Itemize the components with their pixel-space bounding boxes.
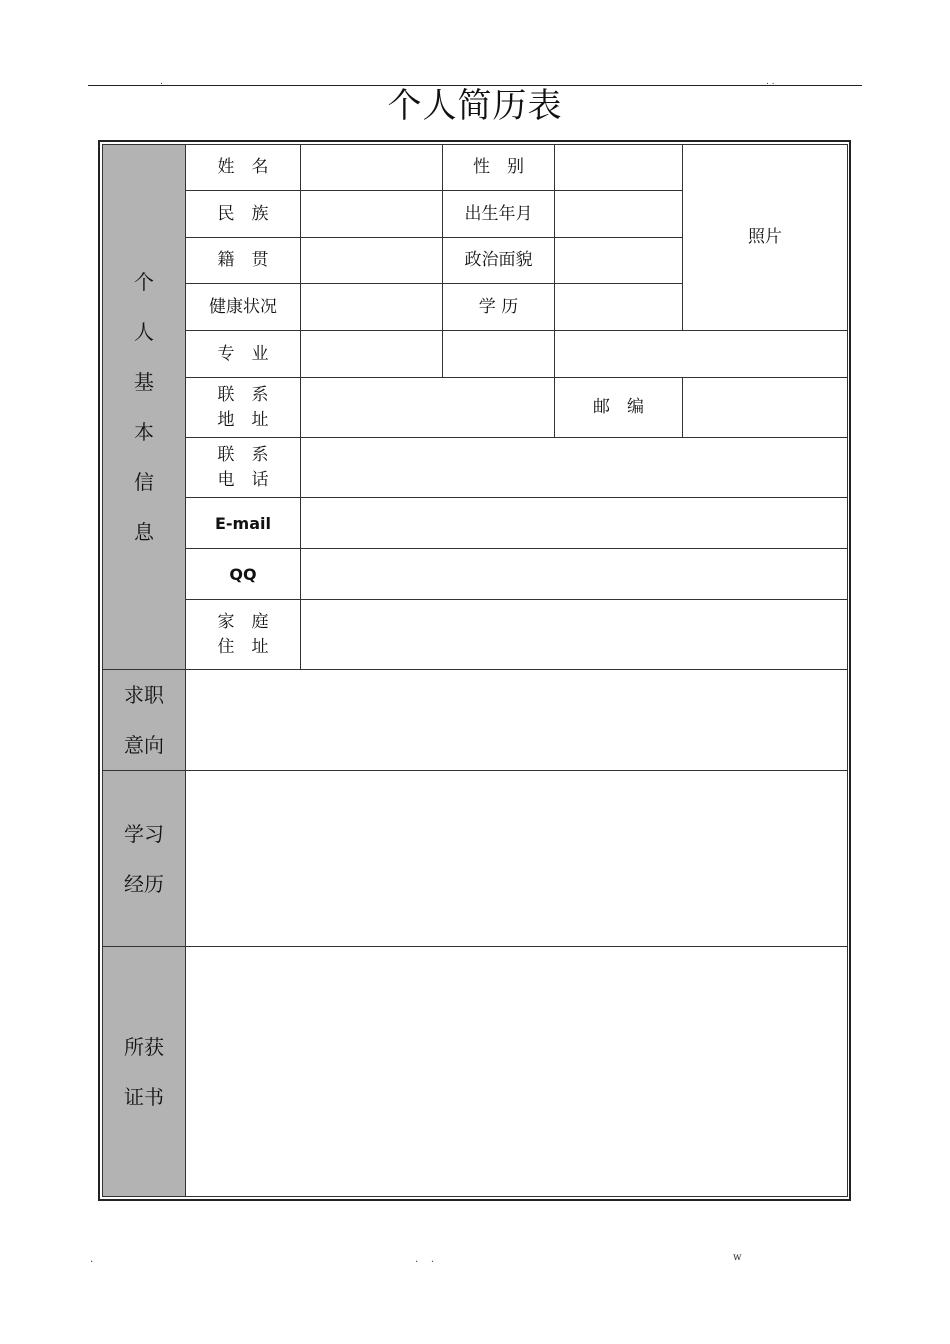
label-name-text: 姓 名 (217, 157, 269, 177)
label-home-address-line: 家 庭 (217, 611, 269, 632)
input-political[interactable] (554, 237, 683, 284)
label-contact-phone-line: 电 话 (217, 469, 269, 490)
input-birth[interactable] (554, 190, 683, 238)
label-major-text: 专 业 (217, 343, 269, 364)
photo-label: 照片 (748, 227, 782, 247)
section-basic-info-char: 息 (134, 520, 154, 544)
section-basic-info-char: 信 (134, 470, 154, 494)
label-email (185, 497, 301, 549)
label-health-text: 健康状况 (209, 296, 277, 317)
page-title: 个人简历表 (387, 86, 563, 126)
label-gender-text: 性 别 (473, 157, 524, 177)
label-qq (185, 548, 301, 600)
label-postcode-text: 邮 编 (593, 397, 644, 417)
photo-box[interactable] (682, 144, 848, 331)
input-gender[interactable] (554, 144, 683, 191)
label-health (185, 283, 301, 331)
input-postcode[interactable] (682, 377, 848, 438)
label-contact-phone (185, 437, 301, 498)
section-certificates-line: 所获 (124, 1034, 164, 1059)
label-contact-address (185, 377, 301, 438)
resume-table (102, 144, 848, 1197)
section-job-intention-line: 意向 (124, 733, 164, 757)
label-political-text: 政治面貌 (464, 250, 533, 270)
section-education (102, 770, 186, 947)
input-health[interactable] (300, 283, 443, 331)
input-native-place[interactable] (300, 237, 443, 284)
label-ethnicity-text: 民 族 (217, 203, 269, 224)
section-education-line: 学习 (124, 821, 164, 846)
section-basic-info-char: 个 (134, 270, 154, 294)
label-ethnicity (185, 190, 301, 238)
footer-mark-left: . (90, 1254, 94, 1265)
input-major[interactable] (300, 330, 443, 378)
input-home-address[interactable] (300, 599, 848, 670)
input-education[interactable] (185, 770, 848, 947)
label-political (442, 237, 555, 284)
header-mark-left: . (160, 77, 163, 87)
section-certificates (102, 946, 186, 1197)
section-basic-info-char: 本 (134, 420, 154, 444)
label-email-text: E-mail (214, 513, 271, 533)
label-birth-text: 出生年月 (464, 203, 533, 224)
label-native-place (185, 237, 301, 284)
section-basic-info-char: 人 (134, 320, 154, 344)
footer-mark-right: w (733, 1252, 742, 1263)
label-gender (442, 144, 555, 191)
input-email[interactable] (300, 497, 848, 549)
section-basic-info-char: 基 (134, 370, 154, 394)
input-contact-address[interactable] (300, 377, 555, 438)
label-education-level-text: 学 历 (478, 296, 519, 317)
section-certificates-line: 证书 (124, 1084, 164, 1109)
label-name (185, 144, 301, 191)
input-certificates[interactable] (185, 946, 848, 1197)
label-contact-address-line: 地 址 (217, 409, 269, 430)
label-birth (442, 190, 555, 238)
input-education-level[interactable] (554, 283, 683, 331)
footer-mark-center: . . (415, 1254, 435, 1265)
input-major-detail[interactable] (554, 330, 848, 378)
input-major-extra[interactable] (442, 330, 555, 378)
label-contact-phone-line: 联 系 (217, 444, 269, 465)
section-basic-info (102, 144, 186, 670)
label-major (185, 330, 301, 378)
label-qq-text: QQ (229, 564, 257, 584)
section-job-intention (102, 669, 186, 771)
label-native-place-text: 籍 贯 (217, 250, 269, 270)
input-qq[interactable] (300, 548, 848, 600)
input-contact-phone[interactable] (300, 437, 848, 498)
input-ethnicity[interactable] (300, 190, 443, 238)
header-mark-right: . . (766, 77, 775, 87)
section-education-line: 经历 (124, 871, 164, 896)
label-contact-address-line: 联 系 (217, 384, 269, 405)
input-name[interactable] (300, 144, 443, 191)
input-job-intention[interactable] (185, 669, 848, 771)
label-education-level (442, 283, 555, 331)
label-home-address-line: 住 址 (217, 636, 269, 657)
label-postcode (554, 377, 683, 438)
section-job-intention-line: 求职 (124, 683, 164, 707)
label-home-address (185, 599, 301, 670)
